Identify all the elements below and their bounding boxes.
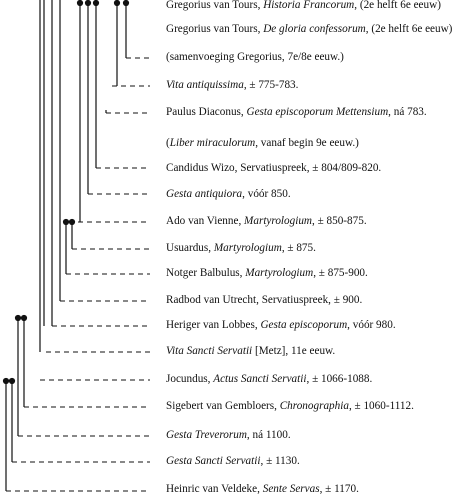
entry-text: Gesta Treverorum [166,429,247,441]
entry-text: , vóór 850. [242,188,291,200]
entry-label [166,320,470,331]
entry-text: [Metz], 11e eeuw. [252,345,336,357]
entry-text: , ± 1130. [260,455,300,467]
entry-text: , ± 1066-1088. [306,373,373,385]
entry-text: , ± 1060-1112. [348,400,414,412]
entry-text: , ± 1170. [319,483,359,495]
entry-text: Martyrologium [245,267,314,279]
entry-text: Usuardus, [166,242,214,254]
entry-text: Sente Servas [262,483,320,495]
entry-text: Gesta Sancti Servatii [166,455,261,467]
entry-label [166,80,470,91]
entry-label [166,138,470,149]
entry-text: Heinric van Veldeke, [166,483,263,495]
entry-text: ( [166,137,170,149]
entry-text: Vita Sancti Servatii [166,345,253,357]
entry-text: , ± 875-900. [313,267,368,279]
entry-text: Paulus Diaconus, [166,106,247,118]
entry-label [166,216,470,227]
stemma-node-8 [69,219,75,225]
entry-text: Martyrologium [213,242,282,254]
entry-label [166,295,470,306]
entry-label [166,243,470,254]
entry-label [166,189,470,200]
entry-text: , ná 1100. [246,429,291,441]
entry-label [166,52,470,63]
entry-text: , (2e helft 6e eeuw) [365,23,453,35]
entry-text: Chronographia [279,400,349,412]
stemma-node-9 [63,219,69,225]
entry-label [166,0,470,11]
entry-text: , vanaf begin 9e eeuw.) [255,137,359,149]
entry-label [166,107,470,118]
entry-text: Martyrologium [244,215,312,227]
entry-text: , ± 875. [281,242,316,254]
stemma-node-3 [93,0,99,6]
entry-text: (samenvoeging Gregorius, 7e/8e eeuw.) [166,51,344,63]
stemma-node-4 [85,0,91,6]
stemma-node-16 [3,378,9,384]
entry-label [166,268,470,279]
entry-text: Gesta antiquiora [166,188,243,200]
entry-label [166,346,470,357]
entry-text: , (2e helft 6e eeuw) [354,0,441,11]
entry-text: , ± 850-875. [312,215,367,227]
stemma-node-15 [9,378,15,384]
entry-text: Radbod van Utrecht, Servatiuspreek, ± 900. [166,294,363,306]
entry-label [166,401,470,412]
entry-text: , ná 783. [388,106,427,118]
entry-text: Jocundus, [166,373,214,385]
entry-text: Notger Balbulus, [166,267,246,279]
entry-label [166,24,470,35]
entry-text: Heriger van Lobbes, [166,319,261,331]
entry-text: , vóór 980. [347,319,396,331]
entry-label [166,430,470,441]
entry-text: Vita antiquissima [166,79,244,91]
stemma-node-1 [114,0,120,6]
entry-text: Actus Sancti Servatii [213,373,307,385]
entry-text: Sigebert van Gembloers, [166,400,280,412]
stemma-node-13 [21,315,27,321]
entry-label [166,456,470,467]
entry-text: Gesta episcoporum [260,319,348,331]
entry-text: Candidus Wizo, Servatiuspreek, ± 804/809-820. [166,162,382,174]
entry-text: , ± 775-783. [243,79,299,91]
entry-text: Gesta episcoporum Mettensium [246,106,389,118]
entry-text: Liber miraculorum [169,137,256,149]
entry-label [166,163,470,174]
entry-text: Ado van Vienne, [166,215,245,227]
entry-text: Historia Francorum [263,0,355,11]
entry-label [166,374,470,385]
entry-text: Gregorius van Tours, [166,23,264,35]
stemma-node-14 [15,315,21,321]
entry-text: Gregorius van Tours, [166,0,264,11]
stemma-node-5 [77,0,83,6]
stemma-node-0 [123,0,129,6]
entry-text: De gloria confessorum [263,23,366,35]
